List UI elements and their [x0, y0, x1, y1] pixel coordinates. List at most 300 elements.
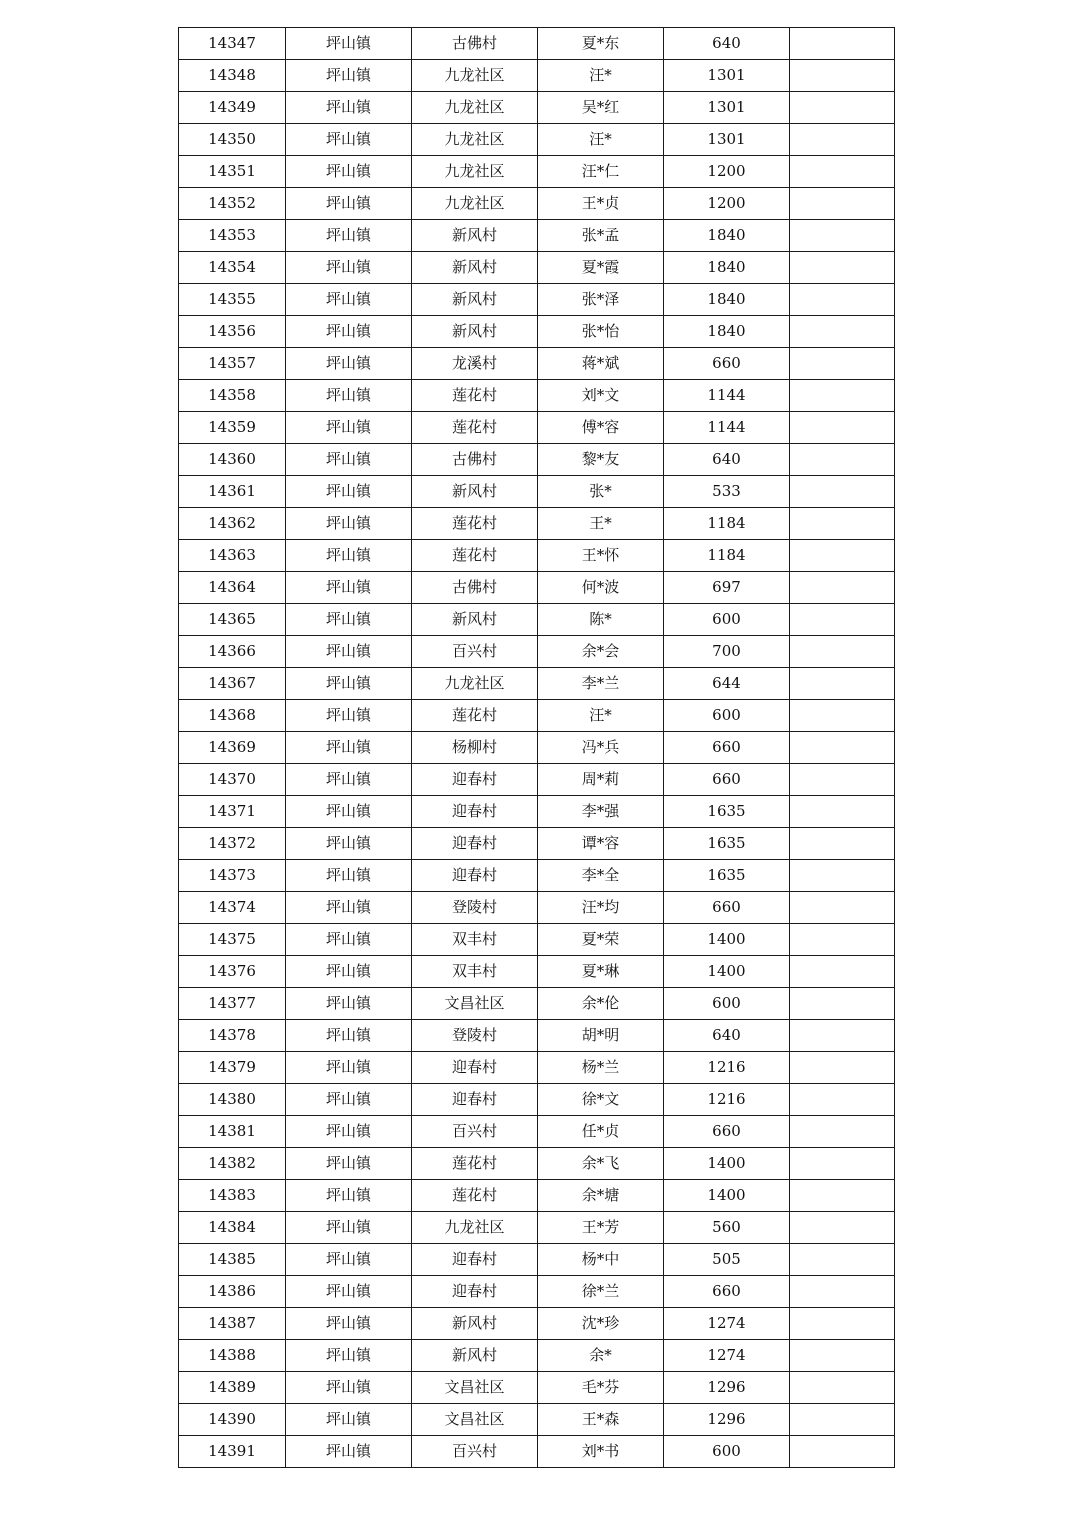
table-row: [179, 1436, 895, 1468]
remarks-cell: [790, 1180, 895, 1212]
village-cell: 莲花村: [412, 508, 538, 540]
town-cell: 坪山镇: [286, 604, 412, 636]
remarks-cell: [790, 636, 895, 668]
serial-number-cell: 14385: [179, 1244, 286, 1276]
person-name-cell: 蒋*斌: [538, 348, 664, 380]
village-cell: 迎春村: [412, 1276, 538, 1308]
town-cell: 坪山镇: [286, 28, 412, 60]
town-cell: 坪山镇: [286, 764, 412, 796]
town-cell: 坪山镇: [286, 284, 412, 316]
remarks-cell: [790, 1340, 895, 1372]
amount-cell: 600: [664, 700, 790, 732]
amount-cell: 1635: [664, 796, 790, 828]
remarks-cell: [790, 764, 895, 796]
amount-cell: 1200: [664, 156, 790, 188]
town-cell: 坪山镇: [286, 540, 412, 572]
person-name-cell: 王*贞: [538, 188, 664, 220]
town-cell: 坪山镇: [286, 636, 412, 668]
serial-number-cell: 14384: [179, 1212, 286, 1244]
amount-cell: 1840: [664, 284, 790, 316]
serial-number-cell: 14375: [179, 924, 286, 956]
serial-number-cell: 14391: [179, 1436, 286, 1468]
table-row: [179, 284, 895, 316]
person-name-cell: 汪*: [538, 60, 664, 92]
remarks-cell: [790, 604, 895, 636]
table-row: [179, 508, 895, 540]
person-name-cell: 何*波: [538, 572, 664, 604]
table-row: [179, 1372, 895, 1404]
remarks-cell: [790, 1308, 895, 1340]
serial-number-cell: 14362: [179, 508, 286, 540]
village-cell: 新风村: [412, 284, 538, 316]
amount-cell: 533: [664, 476, 790, 508]
document-page: [178, 27, 894, 1468]
table-row: [179, 1116, 895, 1148]
town-cell: 坪山镇: [286, 60, 412, 92]
serial-number-cell: 14364: [179, 572, 286, 604]
amount-cell: 640: [664, 28, 790, 60]
amount-cell: 1840: [664, 252, 790, 284]
village-cell: 迎春村: [412, 1084, 538, 1116]
table-row: [179, 796, 895, 828]
person-name-cell: 张*: [538, 476, 664, 508]
town-cell: 坪山镇: [286, 860, 412, 892]
amount-cell: 1216: [664, 1052, 790, 1084]
remarks-cell: [790, 316, 895, 348]
amount-cell: 1296: [664, 1372, 790, 1404]
village-cell: 古佛村: [412, 572, 538, 604]
village-cell: 文昌社区: [412, 988, 538, 1020]
village-cell: 莲花村: [412, 380, 538, 412]
village-cell: 莲花村: [412, 540, 538, 572]
person-name-cell: 夏*东: [538, 28, 664, 60]
village-cell: 新风村: [412, 1340, 538, 1372]
town-cell: 坪山镇: [286, 1372, 412, 1404]
village-cell: 九龙社区: [412, 60, 538, 92]
remarks-cell: [790, 92, 895, 124]
town-cell: 坪山镇: [286, 1308, 412, 1340]
person-name-cell: 周*莉: [538, 764, 664, 796]
town-cell: 坪山镇: [286, 1148, 412, 1180]
remarks-cell: [790, 1212, 895, 1244]
remarks-cell: [790, 540, 895, 572]
person-name-cell: 余*会: [538, 636, 664, 668]
village-cell: 莲花村: [412, 1180, 538, 1212]
person-name-cell: 王*森: [538, 1404, 664, 1436]
amount-cell: 1301: [664, 92, 790, 124]
town-cell: 坪山镇: [286, 380, 412, 412]
remarks-cell: [790, 924, 895, 956]
person-name-cell: 王*芳: [538, 1212, 664, 1244]
town-cell: 坪山镇: [286, 1244, 412, 1276]
town-cell: 坪山镇: [286, 1020, 412, 1052]
amount-cell: 1274: [664, 1340, 790, 1372]
remarks-cell: [790, 860, 895, 892]
amount-cell: 1274: [664, 1308, 790, 1340]
person-name-cell: 张*孟: [538, 220, 664, 252]
serial-number-cell: 14387: [179, 1308, 286, 1340]
town-cell: 坪山镇: [286, 1404, 412, 1436]
table-row: [179, 1340, 895, 1372]
amount-cell: 1400: [664, 1180, 790, 1212]
roster-table: [178, 27, 895, 1468]
person-name-cell: 杨*中: [538, 1244, 664, 1276]
serial-number-cell: 14379: [179, 1052, 286, 1084]
table-row: [179, 956, 895, 988]
amount-cell: 1184: [664, 508, 790, 540]
serial-number-cell: 14369: [179, 732, 286, 764]
remarks-cell: [790, 348, 895, 380]
serial-number-cell: 14354: [179, 252, 286, 284]
amount-cell: 660: [664, 732, 790, 764]
serial-number-cell: 14382: [179, 1148, 286, 1180]
amount-cell: 1301: [664, 124, 790, 156]
remarks-cell: [790, 572, 895, 604]
remarks-cell: [790, 28, 895, 60]
table-row: [179, 444, 895, 476]
amount-cell: 1296: [664, 1404, 790, 1436]
remarks-cell: [790, 252, 895, 284]
remarks-cell: [790, 956, 895, 988]
remarks-cell: [790, 476, 895, 508]
village-cell: 迎春村: [412, 764, 538, 796]
town-cell: 坪山镇: [286, 988, 412, 1020]
town-cell: 坪山镇: [286, 188, 412, 220]
village-cell: 登陵村: [412, 892, 538, 924]
person-name-cell: 杨*兰: [538, 1052, 664, 1084]
remarks-cell: [790, 380, 895, 412]
village-cell: 迎春村: [412, 1244, 538, 1276]
person-name-cell: 李*兰: [538, 668, 664, 700]
person-name-cell: 李*强: [538, 796, 664, 828]
town-cell: 坪山镇: [286, 1276, 412, 1308]
serial-number-cell: 14357: [179, 348, 286, 380]
village-cell: 百兴村: [412, 1116, 538, 1148]
amount-cell: 1840: [664, 220, 790, 252]
serial-number-cell: 14371: [179, 796, 286, 828]
person-name-cell: 夏*霞: [538, 252, 664, 284]
table-row: [179, 732, 895, 764]
amount-cell: 697: [664, 572, 790, 604]
village-cell: 九龙社区: [412, 188, 538, 220]
town-cell: 坪山镇: [286, 1052, 412, 1084]
town-cell: 坪山镇: [286, 1084, 412, 1116]
amount-cell: 1400: [664, 924, 790, 956]
table-row: [179, 28, 895, 60]
village-cell: 迎春村: [412, 1052, 538, 1084]
village-cell: 九龙社区: [412, 1212, 538, 1244]
person-name-cell: 吴*红: [538, 92, 664, 124]
person-name-cell: 王*: [538, 508, 664, 540]
remarks-cell: [790, 444, 895, 476]
village-cell: 登陵村: [412, 1020, 538, 1052]
table-row: [179, 1244, 895, 1276]
amount-cell: 660: [664, 764, 790, 796]
table-row: [179, 1276, 895, 1308]
person-name-cell: 谭*容: [538, 828, 664, 860]
table-row: [179, 604, 895, 636]
table-row: [179, 1148, 895, 1180]
table-row: [179, 412, 895, 444]
remarks-cell: [790, 668, 895, 700]
person-name-cell: 刘*书: [538, 1436, 664, 1468]
table-row: [179, 124, 895, 156]
town-cell: 坪山镇: [286, 796, 412, 828]
table-row: [179, 892, 895, 924]
remarks-cell: [790, 412, 895, 444]
remarks-cell: [790, 1084, 895, 1116]
village-cell: 新风村: [412, 476, 538, 508]
table-row: [179, 380, 895, 412]
amount-cell: 1301: [664, 60, 790, 92]
table-row: [179, 1212, 895, 1244]
person-name-cell: 陈*: [538, 604, 664, 636]
serial-number-cell: 14372: [179, 828, 286, 860]
town-cell: 坪山镇: [286, 732, 412, 764]
serial-number-cell: 14388: [179, 1340, 286, 1372]
town-cell: 坪山镇: [286, 956, 412, 988]
remarks-cell: [790, 508, 895, 540]
remarks-cell: [790, 220, 895, 252]
serial-number-cell: 14380: [179, 1084, 286, 1116]
town-cell: 坪山镇: [286, 1436, 412, 1468]
village-cell: 百兴村: [412, 1436, 538, 1468]
table-row: [179, 316, 895, 348]
serial-number-cell: 14390: [179, 1404, 286, 1436]
remarks-cell: [790, 60, 895, 92]
town-cell: 坪山镇: [286, 252, 412, 284]
village-cell: 九龙社区: [412, 668, 538, 700]
village-cell: 新风村: [412, 252, 538, 284]
table-row: [179, 540, 895, 572]
town-cell: 坪山镇: [286, 156, 412, 188]
remarks-cell: [790, 1436, 895, 1468]
table-row: [179, 1308, 895, 1340]
serial-number-cell: 14359: [179, 412, 286, 444]
town-cell: 坪山镇: [286, 892, 412, 924]
table-row: [179, 156, 895, 188]
amount-cell: 600: [664, 988, 790, 1020]
person-name-cell: 汪*仁: [538, 156, 664, 188]
roster-table-body: [179, 28, 895, 1468]
village-cell: 迎春村: [412, 796, 538, 828]
table-row: [179, 60, 895, 92]
town-cell: 坪山镇: [286, 476, 412, 508]
town-cell: 坪山镇: [286, 700, 412, 732]
amount-cell: 560: [664, 1212, 790, 1244]
serial-number-cell: 14351: [179, 156, 286, 188]
town-cell: 坪山镇: [286, 1340, 412, 1372]
amount-cell: 644: [664, 668, 790, 700]
town-cell: 坪山镇: [286, 92, 412, 124]
person-name-cell: 徐*文: [538, 1084, 664, 1116]
remarks-cell: [790, 1116, 895, 1148]
table-row: [179, 860, 895, 892]
remarks-cell: [790, 1052, 895, 1084]
remarks-cell: [790, 988, 895, 1020]
remarks-cell: [790, 1276, 895, 1308]
serial-number-cell: 14361: [179, 476, 286, 508]
amount-cell: 660: [664, 1116, 790, 1148]
table-row: [179, 764, 895, 796]
table-row: [179, 988, 895, 1020]
table-row: [179, 1404, 895, 1436]
town-cell: 坪山镇: [286, 1212, 412, 1244]
serial-number-cell: 14368: [179, 700, 286, 732]
remarks-cell: [790, 1244, 895, 1276]
village-cell: 百兴村: [412, 636, 538, 668]
town-cell: 坪山镇: [286, 412, 412, 444]
village-cell: 古佛村: [412, 28, 538, 60]
amount-cell: 1200: [664, 188, 790, 220]
town-cell: 坪山镇: [286, 508, 412, 540]
person-name-cell: 黎*友: [538, 444, 664, 476]
town-cell: 坪山镇: [286, 828, 412, 860]
serial-number-cell: 14353: [179, 220, 286, 252]
village-cell: 新风村: [412, 1308, 538, 1340]
remarks-cell: [790, 892, 895, 924]
table-row: [179, 188, 895, 220]
amount-cell: 600: [664, 604, 790, 636]
table-row: [179, 348, 895, 380]
amount-cell: 1635: [664, 860, 790, 892]
person-name-cell: 张*怡: [538, 316, 664, 348]
table-row: [179, 572, 895, 604]
serial-number-cell: 14377: [179, 988, 286, 1020]
village-cell: 九龙社区: [412, 156, 538, 188]
table-row: [179, 668, 895, 700]
serial-number-cell: 14370: [179, 764, 286, 796]
serial-number-cell: 14366: [179, 636, 286, 668]
village-cell: 文昌社区: [412, 1372, 538, 1404]
serial-number-cell: 14350: [179, 124, 286, 156]
person-name-cell: 汪*均: [538, 892, 664, 924]
town-cell: 坪山镇: [286, 316, 412, 348]
remarks-cell: [790, 796, 895, 828]
amount-cell: 700: [664, 636, 790, 668]
serial-number-cell: 14373: [179, 860, 286, 892]
amount-cell: 640: [664, 444, 790, 476]
village-cell: 九龙社区: [412, 124, 538, 156]
amount-cell: 1635: [664, 828, 790, 860]
table-row: [179, 1020, 895, 1052]
village-cell: 莲花村: [412, 700, 538, 732]
serial-number-cell: 14367: [179, 668, 286, 700]
town-cell: 坪山镇: [286, 124, 412, 156]
table-row: [179, 828, 895, 860]
table-row: [179, 1052, 895, 1084]
village-cell: 迎春村: [412, 828, 538, 860]
person-name-cell: 张*泽: [538, 284, 664, 316]
village-cell: 龙溪村: [412, 348, 538, 380]
person-name-cell: 夏*琳: [538, 956, 664, 988]
remarks-cell: [790, 732, 895, 764]
serial-number-cell: 14349: [179, 92, 286, 124]
amount-cell: 1400: [664, 1148, 790, 1180]
serial-number-cell: 14355: [179, 284, 286, 316]
person-name-cell: 刘*文: [538, 380, 664, 412]
serial-number-cell: 14386: [179, 1276, 286, 1308]
village-cell: 双丰村: [412, 956, 538, 988]
amount-cell: 1184: [664, 540, 790, 572]
person-name-cell: 傅*容: [538, 412, 664, 444]
table-row: [179, 700, 895, 732]
person-name-cell: 夏*荣: [538, 924, 664, 956]
serial-number-cell: 14374: [179, 892, 286, 924]
table-row: [179, 924, 895, 956]
town-cell: 坪山镇: [286, 924, 412, 956]
town-cell: 坪山镇: [286, 220, 412, 252]
person-name-cell: 沈*珍: [538, 1308, 664, 1340]
town-cell: 坪山镇: [286, 572, 412, 604]
remarks-cell: [790, 1020, 895, 1052]
remarks-cell: [790, 1372, 895, 1404]
amount-cell: 505: [664, 1244, 790, 1276]
amount-cell: 1144: [664, 380, 790, 412]
amount-cell: 660: [664, 892, 790, 924]
serial-number-cell: 14378: [179, 1020, 286, 1052]
serial-number-cell: 14383: [179, 1180, 286, 1212]
village-cell: 文昌社区: [412, 1404, 538, 1436]
person-name-cell: 胡*明: [538, 1020, 664, 1052]
table-row: [179, 476, 895, 508]
table-row: [179, 220, 895, 252]
serial-number-cell: 14360: [179, 444, 286, 476]
village-cell: 新风村: [412, 604, 538, 636]
person-name-cell: 毛*芬: [538, 1372, 664, 1404]
serial-number-cell: 14363: [179, 540, 286, 572]
person-name-cell: 李*全: [538, 860, 664, 892]
amount-cell: 640: [664, 1020, 790, 1052]
person-name-cell: 汪*: [538, 124, 664, 156]
person-name-cell: 徐*兰: [538, 1276, 664, 1308]
person-name-cell: 余*塘: [538, 1180, 664, 1212]
person-name-cell: 冯*兵: [538, 732, 664, 764]
person-name-cell: 汪*: [538, 700, 664, 732]
town-cell: 坪山镇: [286, 348, 412, 380]
person-name-cell: 王*怀: [538, 540, 664, 572]
remarks-cell: [790, 828, 895, 860]
village-cell: 杨柳村: [412, 732, 538, 764]
serial-number-cell: 14365: [179, 604, 286, 636]
village-cell: 迎春村: [412, 860, 538, 892]
serial-number-cell: 14348: [179, 60, 286, 92]
town-cell: 坪山镇: [286, 444, 412, 476]
serial-number-cell: 14356: [179, 316, 286, 348]
village-cell: 莲花村: [412, 412, 538, 444]
table-row: [179, 252, 895, 284]
serial-number-cell: 14352: [179, 188, 286, 220]
person-name-cell: 余*伦: [538, 988, 664, 1020]
amount-cell: 600: [664, 1436, 790, 1468]
remarks-cell: [790, 1404, 895, 1436]
serial-number-cell: 14358: [179, 380, 286, 412]
remarks-cell: [790, 188, 895, 220]
town-cell: 坪山镇: [286, 1116, 412, 1148]
serial-number-cell: 14389: [179, 1372, 286, 1404]
amount-cell: 660: [664, 1276, 790, 1308]
remarks-cell: [790, 124, 895, 156]
remarks-cell: [790, 1148, 895, 1180]
amount-cell: 1400: [664, 956, 790, 988]
amount-cell: 1840: [664, 316, 790, 348]
remarks-cell: [790, 700, 895, 732]
person-name-cell: 任*贞: [538, 1116, 664, 1148]
serial-number-cell: 14376: [179, 956, 286, 988]
remarks-cell: [790, 156, 895, 188]
town-cell: 坪山镇: [286, 1180, 412, 1212]
person-name-cell: 余*: [538, 1340, 664, 1372]
